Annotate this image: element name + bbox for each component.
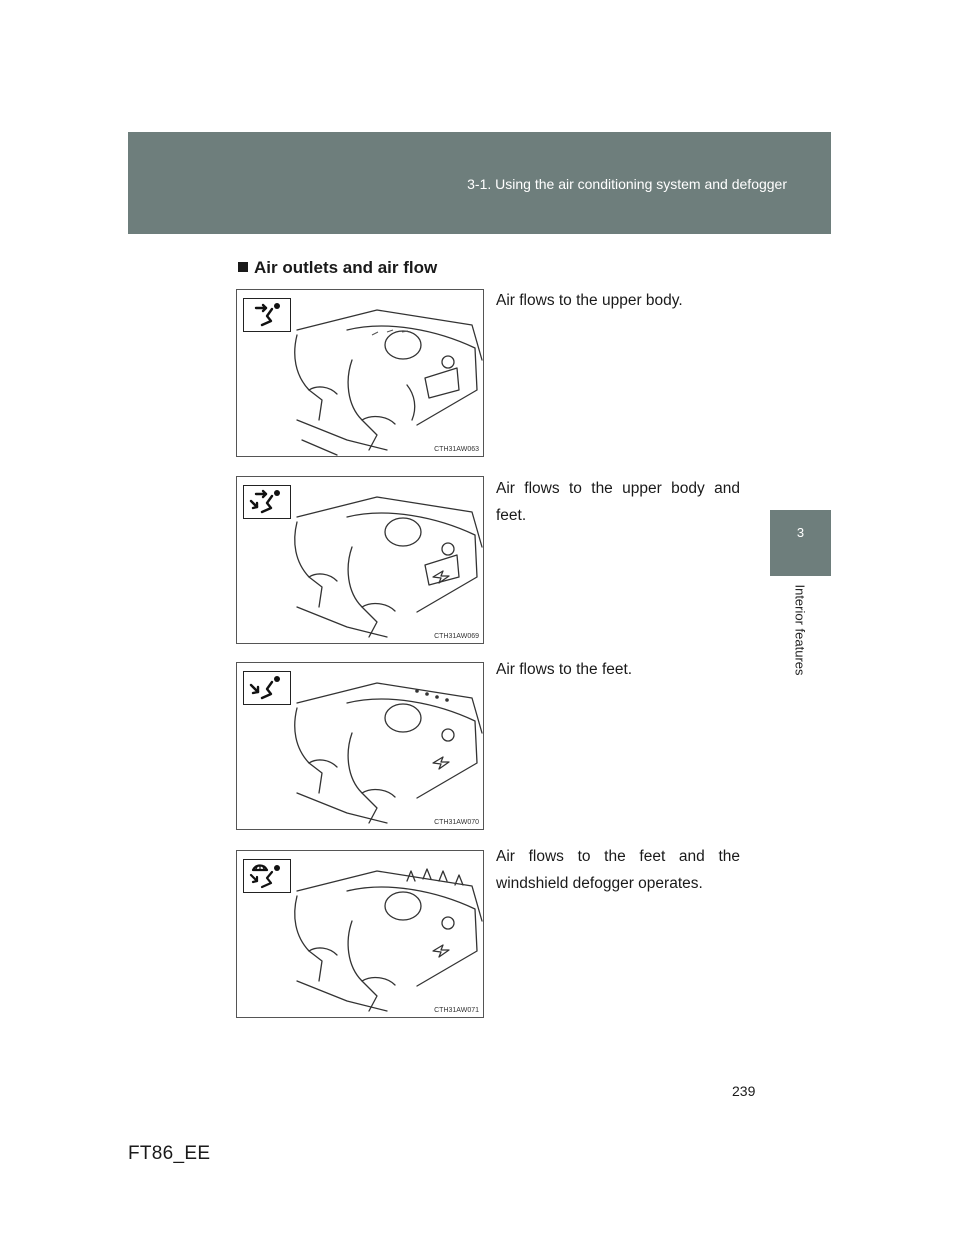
- figure-code: CTH31AW069: [434, 633, 479, 640]
- figure-face-mode: [236, 289, 484, 457]
- mode-description: Air flows to the upper body.: [496, 292, 683, 309]
- figure-bi-level-mode: [236, 476, 484, 644]
- mode-description: Air flows to the upper body and feet.: [496, 480, 740, 524]
- figure-foot-defrost-mode: [236, 850, 484, 1018]
- square-bullet-icon: [238, 262, 248, 272]
- figure-code: CTH31AW070: [434, 819, 479, 826]
- face-vent-icon: [243, 298, 291, 332]
- running-header: 3-1. Using the air conditioning system and defogger: [467, 176, 787, 192]
- header-band: [128, 132, 831, 234]
- chapter-tab: [770, 510, 831, 576]
- section-heading-text: Air outlets and air flow: [254, 258, 438, 277]
- mode-description: Air flows to the feet.: [496, 661, 633, 678]
- chapter-number: 3: [796, 525, 805, 540]
- figure-foot-mode: [236, 662, 484, 830]
- chapter-label: Interior features: [792, 584, 808, 676]
- figure-code: CTH31AW071: [434, 1007, 479, 1014]
- page-number: 239: [732, 1083, 756, 1099]
- foot-defrost-icon: [243, 859, 291, 893]
- figure-code: CTH31AW063: [434, 446, 479, 453]
- mode-description: Air flows to the feet and the windshield defogger operates.: [496, 848, 740, 892]
- document-code: FT86_EE: [128, 1143, 211, 1164]
- section-heading: [238, 258, 437, 278]
- bi-level-vent-icon: [243, 485, 291, 519]
- foot-vent-icon: [243, 671, 291, 705]
